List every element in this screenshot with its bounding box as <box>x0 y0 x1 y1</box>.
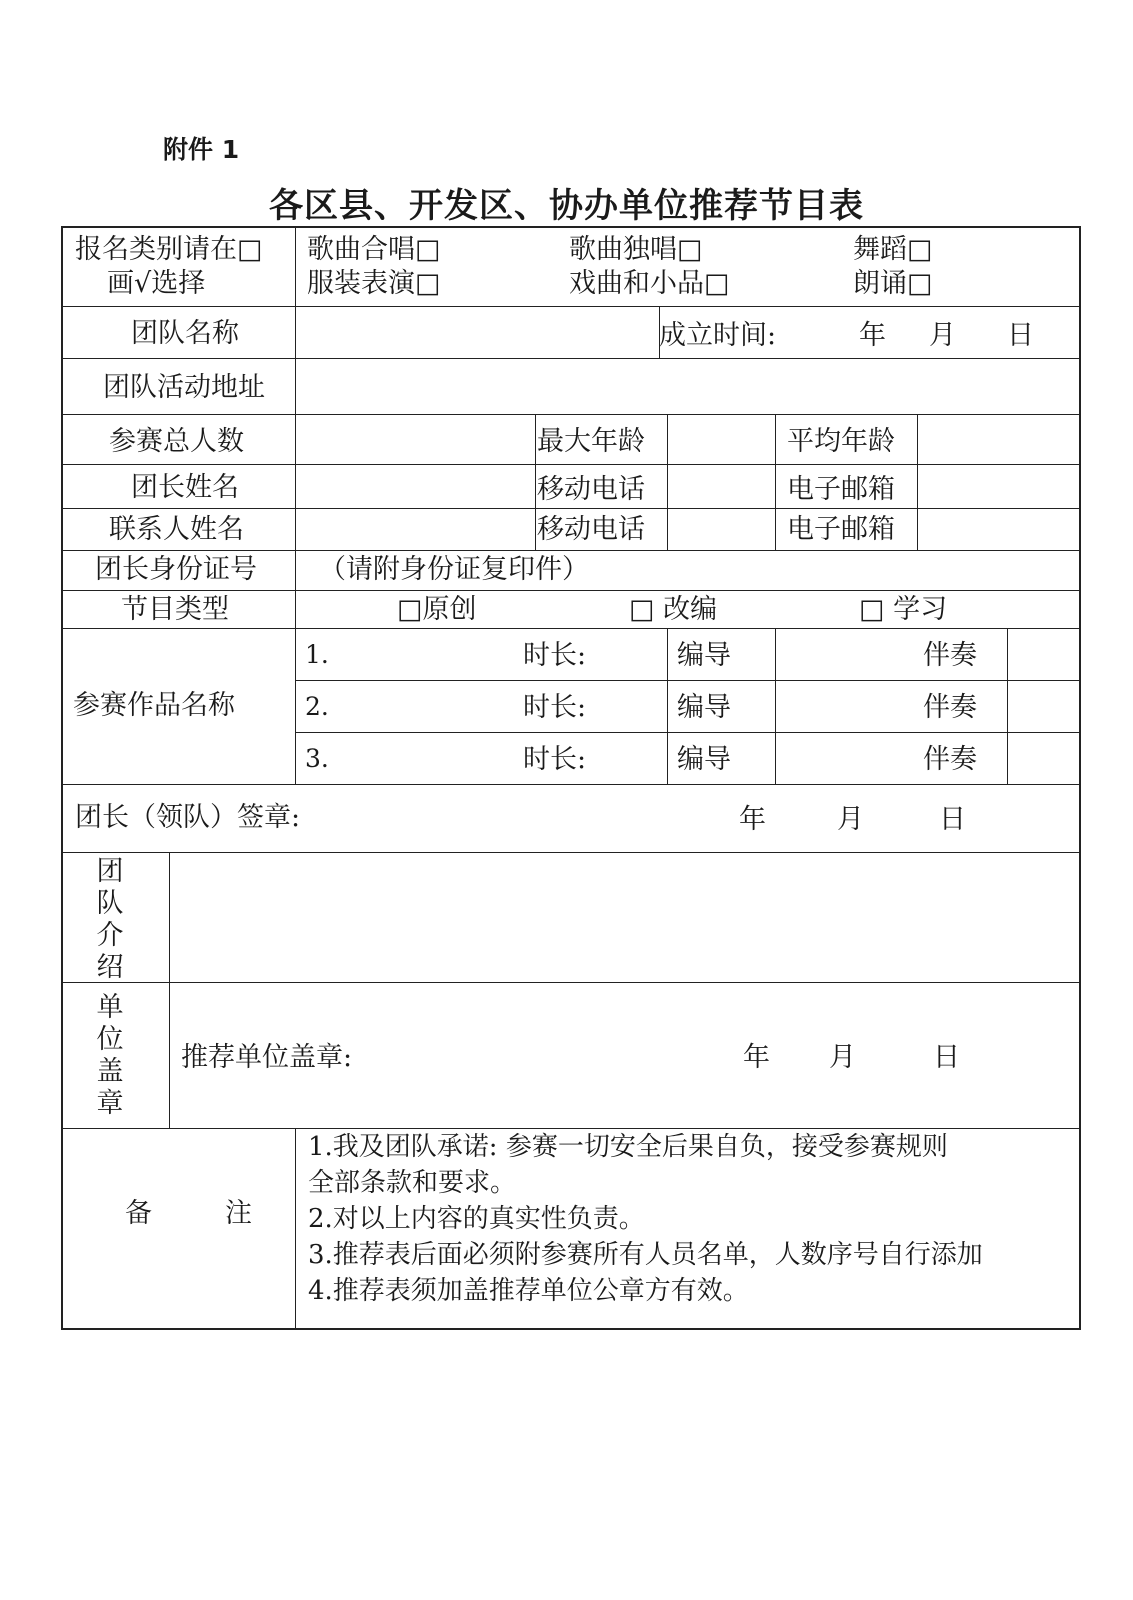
program-type-learned[interactable]: □ 学习 <box>859 594 948 625</box>
id-card-hint: （请附身份证复印件） <box>319 554 589 585</box>
program-type-adapted[interactable]: □ 改编 <box>629 594 718 625</box>
col-divider <box>535 414 536 550</box>
work-director-label: 编导 <box>677 744 731 775</box>
col-divider <box>775 414 776 550</box>
avg-age-label: 平均年龄 <box>787 426 895 457</box>
col-divider <box>775 628 776 784</box>
remark-line: 1.我及团队承诺: 参赛一切安全后果自负，接受参赛规则 <box>308 1132 948 1162</box>
team-name-label: 团队名称 <box>131 318 239 349</box>
category-label-line1: 报名类别请在□ <box>75 234 263 265</box>
contact-phone-label: 移动电话 <box>537 514 645 545</box>
category-option-dance[interactable]: 舞蹈□ <box>853 234 933 265</box>
row-divider <box>63 508 1079 509</box>
work-accompany-label: 伴奏 <box>923 744 977 775</box>
contact-email-label: 电子邮箱 <box>787 514 895 545</box>
row-divider <box>63 590 1079 591</box>
col-divider <box>667 628 668 784</box>
unit-seal-year: 年 <box>743 1042 770 1073</box>
unit-seal-label <box>95 992 125 1119</box>
row-divider <box>295 680 1079 681</box>
unit-seal-char: 单 <box>96 992 124 1023</box>
leader-signature-label: 团长（领队）签章: <box>75 802 301 833</box>
work-number: 2. <box>305 692 329 721</box>
col-divider <box>295 1128 296 1328</box>
category-label-line2: 画√选择 <box>107 268 206 299</box>
unit-seal-day: 日 <box>933 1042 960 1073</box>
form-title: 各区县、开发区、协办单位推荐节目表 <box>269 186 864 226</box>
work-director-label: 编导 <box>677 692 731 723</box>
remarks-label-right: 注 <box>225 1198 252 1229</box>
work-duration-label: 时长: <box>523 640 587 671</box>
total-count-label: 参赛总人数 <box>109 426 244 457</box>
remarks-label-left: 备 <box>125 1198 152 1229</box>
id-card-label: 团长身份证号 <box>95 554 257 585</box>
attachment-label: 附件 1 <box>163 135 240 164</box>
row-divider <box>63 982 1079 983</box>
contact-name-label: 联系人姓名 <box>109 514 244 545</box>
work-accompany-label: 伴奏 <box>923 640 977 671</box>
unit-seal-char: 位 <box>96 1023 124 1055</box>
unit-seal-char: 章 <box>96 1087 124 1119</box>
work-director-label: 编导 <box>677 640 731 671</box>
category-option-opera[interactable]: 戏曲和小品□ <box>569 268 730 299</box>
category-option-chorus[interactable]: 歌曲合唱□ <box>307 234 441 265</box>
recommend-unit-seal-label: 推荐单位盖章: <box>181 1042 353 1073</box>
signature-day: 日 <box>939 804 966 835</box>
leader-phone-label: 移动电话 <box>537 474 645 505</box>
category-option-solo[interactable]: 歌曲独唱□ <box>569 234 703 265</box>
row-divider <box>63 784 1079 785</box>
row-divider <box>63 414 1079 415</box>
row-divider <box>63 306 1079 307</box>
recommendation-form <box>61 226 1081 1330</box>
category-option-fashion[interactable]: 服装表演□ <box>307 268 441 299</box>
row-divider <box>63 628 1079 629</box>
team-intro-label <box>95 856 125 983</box>
work-number: 3. <box>305 744 329 773</box>
address-label: 团队活动地址 <box>103 372 265 403</box>
founded-label: 成立时间: <box>659 320 777 351</box>
remark-line: 4.推荐表须加盖推荐单位公章方有效。 <box>308 1276 749 1306</box>
signature-month: 月 <box>837 804 864 835</box>
leader-name-label: 团长姓名 <box>131 472 239 503</box>
program-type-label: 节目类型 <box>121 594 229 625</box>
team-intro-char: 介 <box>96 919 124 951</box>
remark-line: 3.推荐表后面必须附参赛所有人员名单，人数序号自行添加 <box>308 1240 983 1270</box>
work-accompany-label: 伴奏 <box>923 692 977 723</box>
row-divider <box>63 464 1079 465</box>
team-intro-char: 团 <box>96 856 124 887</box>
unit-seal-char: 盖 <box>96 1055 124 1087</box>
founded-year: 年 <box>859 320 886 351</box>
founded-month: 月 <box>929 320 956 351</box>
row-divider <box>63 852 1079 853</box>
row-divider <box>295 732 1079 733</box>
row-divider <box>63 550 1079 551</box>
col-divider <box>1007 628 1008 784</box>
unit-seal-month: 月 <box>829 1042 856 1073</box>
works-label: 参赛作品名称 <box>73 690 235 721</box>
row-divider <box>63 1128 1079 1129</box>
row-divider <box>63 358 1079 359</box>
col-divider <box>917 414 918 550</box>
col-divider <box>295 358 296 784</box>
remark-line: 2.对以上内容的真实性负责。 <box>308 1204 645 1234</box>
work-duration-label: 时长: <box>523 744 587 775</box>
program-type-original[interactable]: □原创 <box>397 594 477 625</box>
max-age-label: 最大年龄 <box>537 426 645 457</box>
col-divider <box>169 852 170 1128</box>
remark-line: 全部条款和要求。 <box>308 1168 517 1198</box>
col-divider <box>295 228 296 358</box>
category-option-recitation[interactable]: 朗诵□ <box>853 268 933 299</box>
team-intro-char: 队 <box>96 887 124 919</box>
work-duration-label: 时长: <box>523 692 587 723</box>
col-divider <box>667 414 668 550</box>
founded-day: 日 <box>1007 320 1034 351</box>
work-number: 1. <box>305 640 329 669</box>
leader-email-label: 电子邮箱 <box>787 474 895 505</box>
team-intro-char: 绍 <box>96 951 124 983</box>
signature-year: 年 <box>739 804 766 835</box>
